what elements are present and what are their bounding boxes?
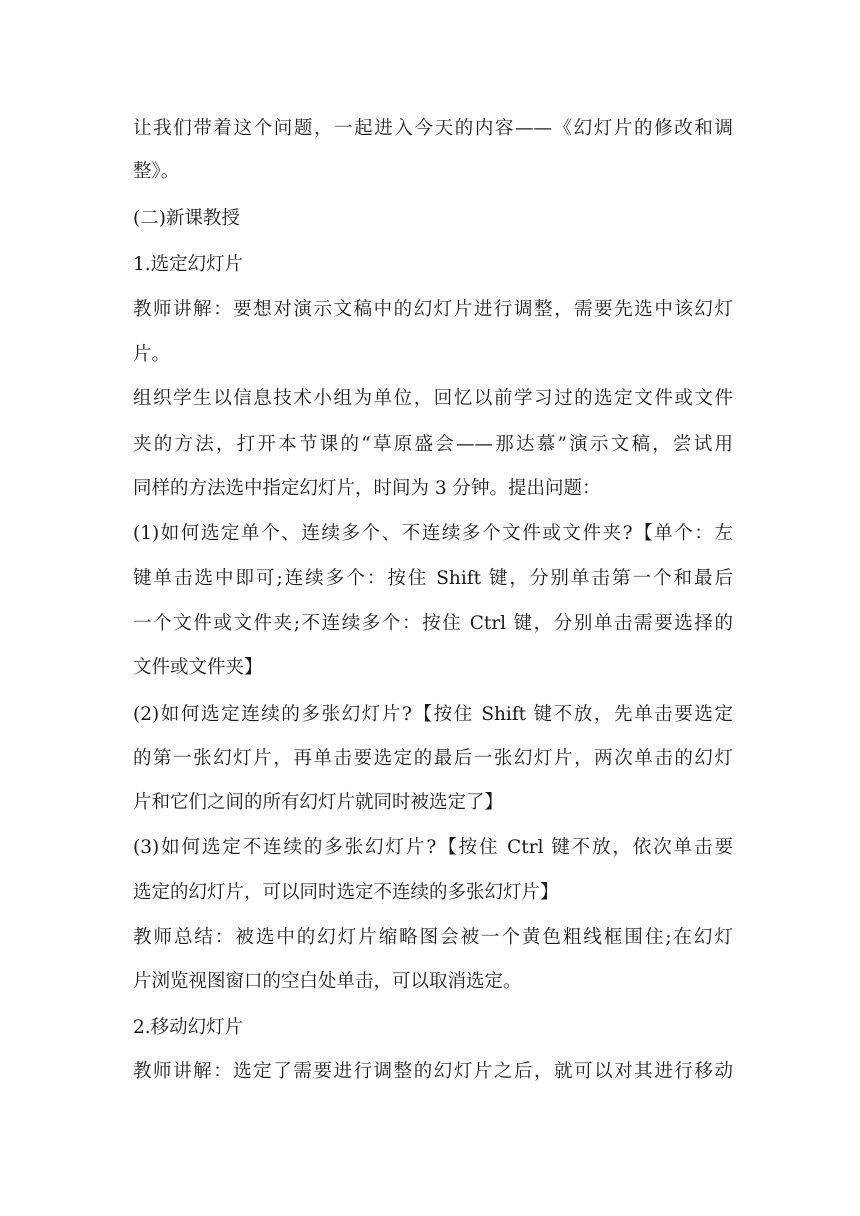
text-line: (1)如何选定单个、连续多个、不连续多个文件或文件夹?【单个：左 (133, 523, 733, 544)
section-heading: (二)新课教授 (133, 208, 240, 229)
text-line: 键单击选中即可;连续多个：按住 Shift 键，分别单击第一个和最后 (133, 568, 733, 589)
text-line: 整》。 (133, 161, 180, 182)
text-line: 文件或文件夹】 (133, 657, 263, 678)
subsection-heading: 1.选定幻灯片 (133, 254, 244, 275)
text-line: 教师讲解：要想对演示文稿中的幻灯片进行调整，需要先选中该幻灯 (133, 299, 733, 320)
text-line: 让我们带着这个问题，一起进入今天的内容——《幻灯片的修改和调 (133, 118, 733, 139)
text-line: 的第一张幻灯片，再单击要选定的最后一张幻灯片，两次单击的幻灯 (133, 748, 733, 769)
text-line: 同样的方法选中指定幻灯片，时间为 3 分钟。提出问题： (133, 478, 601, 499)
text-line: 片。 (133, 344, 171, 365)
text-line: 片和它们之间的所有幻灯片就同时被选定了】 (133, 792, 504, 813)
text-line: (3)如何选定不连续的多张幻灯片?【按住 Ctrl 键不放，依次单击要 (133, 837, 733, 858)
text-line: 选定的幻灯片，可以同时选定不连续的多张幻灯片】 (133, 882, 559, 903)
text-line: 教师总结：被选中的幻灯片缩略图会被一个黄色粗线框围住;在幻灯 (133, 927, 733, 948)
text-line: 一个文件或文件夹;不连续多个：按住 Ctrl 键，分别单击需要选择的 (133, 613, 733, 634)
text-line: 组织学生以信息技术小组为单位，回忆以前学习过的选定文件或文件 (133, 388, 733, 409)
subsection-heading: 2.移动幻灯片 (133, 1017, 244, 1038)
text-line: 夹的方法，打开本节课的“草原盛会——那达慕”演示文稿，尝试用 (133, 434, 733, 455)
text-line: 片浏览视图窗口的空白处单击，可以取消选定。 (133, 971, 522, 992)
text-line: (2)如何选定连续的多张幻灯片?【按住 Shift 键不放，先单击要选定 (133, 704, 733, 725)
text-line: 教师讲解：选定了需要进行调整的幻灯片之后，就可以对其进行移动 (133, 1061, 733, 1082)
